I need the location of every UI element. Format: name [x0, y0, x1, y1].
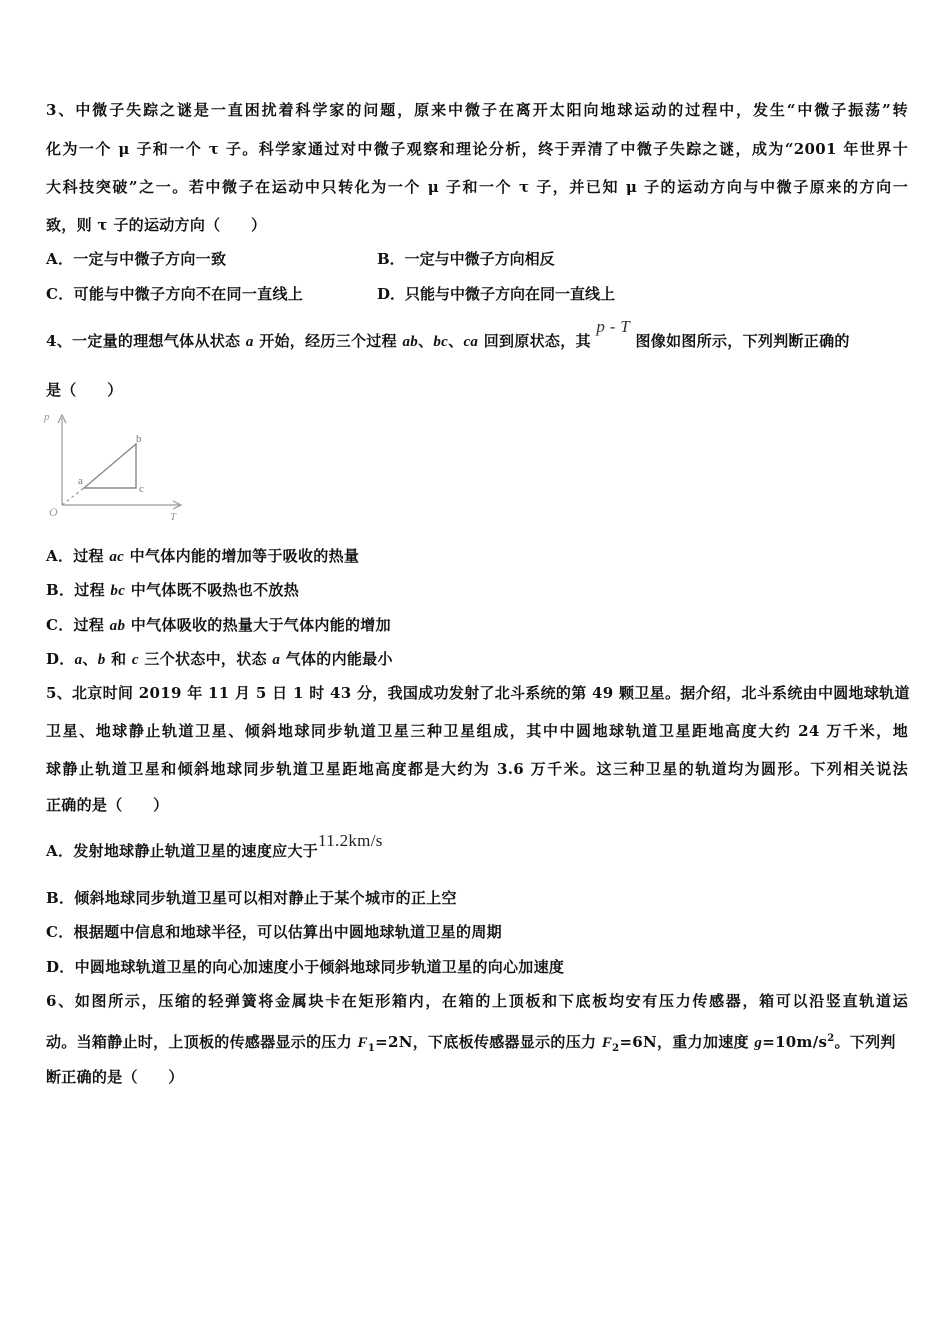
q4-stem-text: 回到原状态，其	[478, 332, 597, 350]
option-var: a	[74, 652, 83, 668]
q4-stem-line-2: 是（ ）	[46, 381, 123, 399]
q6-line-3: 断正确的是（ ）	[46, 1068, 184, 1086]
q6-line-1: 6、如图所示，压缩的轻弹簧将金属块卡在矩形箱内，在箱的上顶板和下底板均安有压力传感器，箱可以沿竖直轨道运	[46, 992, 908, 1010]
q6-line-2	[46, 1029, 908, 1059]
q4-var-bc: bc	[433, 334, 449, 350]
option-text: A．发射地球静止轨道卫星的速度应大于	[46, 842, 319, 860]
option-text: 中气体吸收的热量大于气体内能的增加	[125, 616, 391, 634]
q3-line-2: 化为一个 μ 子和一个 τ 子。科学家通过对中微子观察和理论分析，终于弄清了中微子失踪之谜，成为“2001 年世界十	[46, 140, 908, 158]
option-text: B．过程	[46, 581, 111, 599]
option-text: 中气体内能的增加等于吸收的热量	[124, 547, 360, 565]
q4-var-ab: ab	[402, 334, 419, 350]
q6-text: =2N，下底板传感器显示的压力	[375, 1033, 602, 1051]
option-var: b	[97, 652, 106, 668]
q3-option-d: D．只能与中微子方向在同一直线上	[377, 285, 616, 303]
q3-line-3: 大科技突破”之一。若中微子在运动中只转化为一个 μ 子和一个 τ 子，并已知 μ 子的运动方向与中微子原来的方向一	[46, 178, 908, 196]
option-text: D．	[46, 650, 75, 668]
q4-sep: 、	[418, 332, 434, 350]
q6-var-F1: F	[357, 1035, 368, 1051]
q5-line-4: 正确的是（ ）	[46, 796, 169, 814]
q4-stem-text: 开始，经历三个过程	[253, 332, 403, 350]
q4-sep: 、	[448, 332, 464, 350]
dashed-origin-line	[62, 488, 84, 505]
q5-option-c: C．根据题中信息和地球半径，可以估算出中圆地球轨道卫星的周期	[46, 923, 502, 941]
q4-var-a: a	[245, 334, 254, 350]
option-text: A．过程	[46, 547, 110, 565]
q4-stem-text: 图像如图所示，下列判断正确的	[629, 332, 850, 350]
q6-var-g: g	[754, 1035, 763, 1051]
q3-line-1: 3、中微子失踪之谜是一直困扰着科学家的问题，原来中微子在离开太阳向地球运动的过程中，发生“中微子振荡”转	[46, 101, 908, 119]
q4-pt-formula: p - T	[596, 317, 630, 336]
q6-sub: 1	[367, 1043, 376, 1054]
q4-option-d	[46, 649, 908, 670]
q5-option-a	[46, 831, 908, 861]
q3-option-c: C．可能与中微子方向不在同一直线上	[46, 285, 304, 303]
q4-var-ca: ca	[463, 334, 479, 350]
point-c-label: c	[139, 483, 144, 495]
option-text: 和	[105, 650, 132, 668]
option-text: C．过程	[46, 616, 110, 634]
option-text: 、	[82, 650, 98, 668]
y-axis-label: p	[44, 411, 50, 423]
q5-line-1: 5、北京时间 2019 年 11 月 5 日 1 时 43 分，我国成功发射了北斗系统的第 49 颗卫星。据介绍，北斗系统由中圆地球轨道	[46, 684, 910, 702]
x-axis-label: T	[170, 511, 177, 523]
q4-stem-line-1	[46, 317, 908, 352]
q4-stem-text: 4、一定量的理想气体从状态	[46, 332, 246, 350]
q5-line-3: 球静止轨道卫星和倾斜地球同步轨道卫星距地高度都是大约为 3.6 万千米。这三种卫星的轨道均为圆形。下列相关说法	[46, 760, 908, 778]
q6-var-F2: F	[601, 1035, 613, 1051]
q5-option-b: B．倾斜地球同步轨道卫星可以相对静止于某个城市的正上空	[46, 889, 457, 907]
q6-text: 动。当箱静止时，上顶板的传感器显示的压力	[46, 1033, 358, 1051]
option-var: bc	[110, 583, 126, 599]
option-text: 气体的内能最小	[280, 650, 393, 668]
q6-text: 。下列判	[834, 1033, 896, 1051]
q3-line-4: 致，则 τ 子的运动方向（ ）	[46, 216, 267, 234]
q3-option-a: A．一定与中微子方向一致	[46, 250, 227, 268]
cycle-triangle	[84, 444, 136, 488]
q4-option-a	[46, 546, 908, 567]
option-text: 中气体既不吸热也不放热	[125, 581, 299, 599]
q5-line-2: 卫星、地球静止轨道卫星、倾斜地球同步轨道卫星三种卫星组成，其中中圆地球轨道卫星距地高度大约 24 万千米，地	[46, 722, 908, 740]
pt-graph	[40, 404, 190, 524]
q6-sub: 2	[612, 1043, 620, 1054]
q6-text: =10m/s	[762, 1033, 828, 1051]
q5-option-d: D．中圆地球轨道卫星的向心加速度小于倾斜地球同步轨道卫星的向心加速度	[46, 958, 565, 976]
q3-option-b: B．一定与中微子方向相反	[377, 250, 555, 268]
q4-option-b	[46, 580, 908, 601]
option-var: c	[131, 652, 139, 668]
option-var: a	[272, 652, 281, 668]
q4-option-c	[46, 615, 908, 636]
option-text: 三个状态中，状态	[138, 650, 273, 668]
option-var: ab	[109, 618, 126, 634]
option-var: ac	[109, 549, 125, 565]
point-a-label: a	[78, 475, 83, 487]
q6-text: =6N，重力加速度	[619, 1033, 755, 1051]
q5-speed-formula: 11.2km/s	[318, 831, 383, 850]
origin-label: O	[49, 505, 58, 519]
q6-sup: 2	[827, 1033, 835, 1044]
point-b-label: b	[136, 433, 142, 445]
